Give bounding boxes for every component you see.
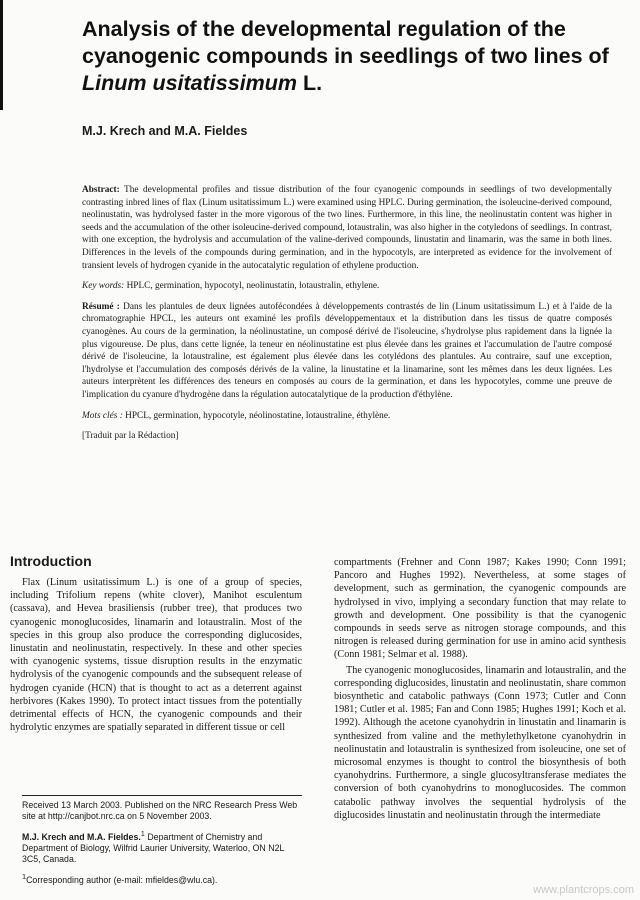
authors: M.J. Krech and M.A. Fieldes <box>82 124 248 138</box>
intro-paragraph-continuation: compartments (Frehner and Conn 1987; Kakes 1990; Conn 1991; Pancoro and Hughes 1992). Nevertheless, at some stages of development, such as germination, the cyanogenic compounds are hydrolysed in vivo, implying a secondary function that may relate to growth and development. One possibility is that the cyanogenic compounds in seeds serve as nitrogen storage compounds, and this nitrogen is released during germination for use in amino acid synthesis (Conn 1981; Selmar et al. 1988). <box>334 557 626 661</box>
keywords: Key words: HPLC, germination, hypocotyl, neolinustatin, lotaustralin, ethylene. <box>82 281 380 292</box>
mots-cles: Mots clés : HPCL, germination, hypocotyle, néolinostatine, lotaustraline, éthylène. <box>82 410 391 421</box>
intro-paragraph-1: Flax (Linum usitatissimum L.) is one of a group of species, including Trifolium repens (white clover), Manihot esculentum (cassava), and Hevea brasiliensis (rubber tree), that produces two cyanogenic monoglucosides, linamarin and lotaustralin. Most of the species in this group also produce the corresponding diglucosides, linustatin and neolinustatin, respectively. In these and other species with cyanogenic systems, tissue disruption results in the enzymatic hydrolysis of the cyanogenic compounds and the subsequent release of hydrogen cyanide (HCN) that is thought to act as a deterrent against herbivores (Kakes 1990). To protect intact tissues from the potentially detrimental effects of HCN, the cyanogenic compounds and their hydrolytic enzymes are spatially separated in different tissue or cell <box>10 577 302 734</box>
received-note: Received 13 March 2003. Published on the NRC Research Press Web site at http://canjbot.nrc.ca on 5 November 2003. <box>22 800 298 821</box>
watermark: www.plantcrops.com <box>533 884 634 896</box>
translation-note: [Traduit par la Rédaction] <box>82 431 179 442</box>
footnote-box <box>22 795 302 892</box>
affiliation-note: M.J. Krech and M.A. Fieldes.$^1$ Department of Chemistry and Department of Biology, Wilfrid Laurier University, Waterloo, ON N2L 3C5, Canada. <box>22 829 285 864</box>
margin-rule <box>0 0 3 110</box>
paper-title: Analysis of the developmental regulation of the cyanogenic compounds in seedlings of two lines of Linum usitatissimum L. <box>82 17 609 95</box>
left-column <box>10 576 302 734</box>
abstract-block <box>82 184 612 443</box>
intro-paragraph-2: The cyanogenic monoglucosides, linamarin and lotaustralin, and the corresponding diglucosides, linustatin and neolinustatin, share common biosynthetic and catabolic pathways (Conn 1973; Cutler and Conn 1981; Cutler et al. 1985; Fan and Conn 1985; Hughes 1991; Koch et al. 1992). Although the acetone cyanohydrin in linustatin and linamarin is synthesized from valine and the methylethylketone cyanohydrin in neolinustatin and lotaustralin is synthesized from isoleucine, one set of microsomal enzymes is thought to control the biosynthesis of both cyanohydrins. Furthermore, a single glucosyltransferase mediates the conversion of both cyanohydrins to monoglucosides. The common catabolic pathway involves the sequential hydrolysis of the diglucosides linustatin and neolinustatin through the intermediate <box>334 664 626 821</box>
resume: Résumé : Dans les plantules de deux lignées autofécondées à développements contrastés de lin (Linum usitatissimum L.) et à l'aide de la chromatographie HPCL, les auteurs ont examiné les profils développementaux et la distribution dans les tissus de quatre composés cyanogènes. Au cours de la germination, la néolinustatine, un composé dérivé de l'isoleucine, s'hydrolyse plus rapidement dans la lignée la plus vigoureuse. De plus, dans cette lignée, la teneur en néolinustatine est plus élevée dans les graines et l'accumulation de l'autre composé dérivé de l'isoleucine, la lotaustraline, est également plus élevée dans les cotylédons des plantules. Au contraire, sauf une exception, l'hydrolyse et l'accumulation des composés dérivés de la valine, la linustatine et la linamarine, sont les mêmes dans les deux lignées. Les auteurs interprètent les différences des teneurs en composés au cours de la germination, et dans les hypocotyles, comme une preuve de l'implication du cyanure d'hydrogène dans la régulation autocatalytique de la production d'éthylène. <box>82 301 612 400</box>
right-column <box>334 556 626 822</box>
abstract: Abstract: The developmental profiles and tissue distribution of the four cyanogenic compounds in seedlings of two developmentally contrasting inbred lines of flax (Linum usitatissimum L.) were examined using HPLC. During germination, the isoleucine-derived compound, neolinustatin, was hydrolysed faster in the more vigorous of the two lines. Furthermore, in this line, the neolinustatin content was higher in seeds and the accumulation of the other isoleucine-derived compound, lotaustralin, was also higher in the cotyledons of seedlings. In contrast, with one exception, the hydrolysis and accumulation of the valine-derived compounds, linustatin and linamarin, was the same in both lines. Differences in the levels of the compounds during germination, and in the hypocotyls, are interpreted as evidence for the involvement of transient levels of hydrogen cyanide in the autocatalytic regulation of ethylene production. <box>82 185 612 271</box>
corresponding-author-note: $^1$Corresponding author (e-mail: mfieldes@wlu.ca). <box>22 871 218 885</box>
introduction-heading: Introduction <box>10 553 92 569</box>
